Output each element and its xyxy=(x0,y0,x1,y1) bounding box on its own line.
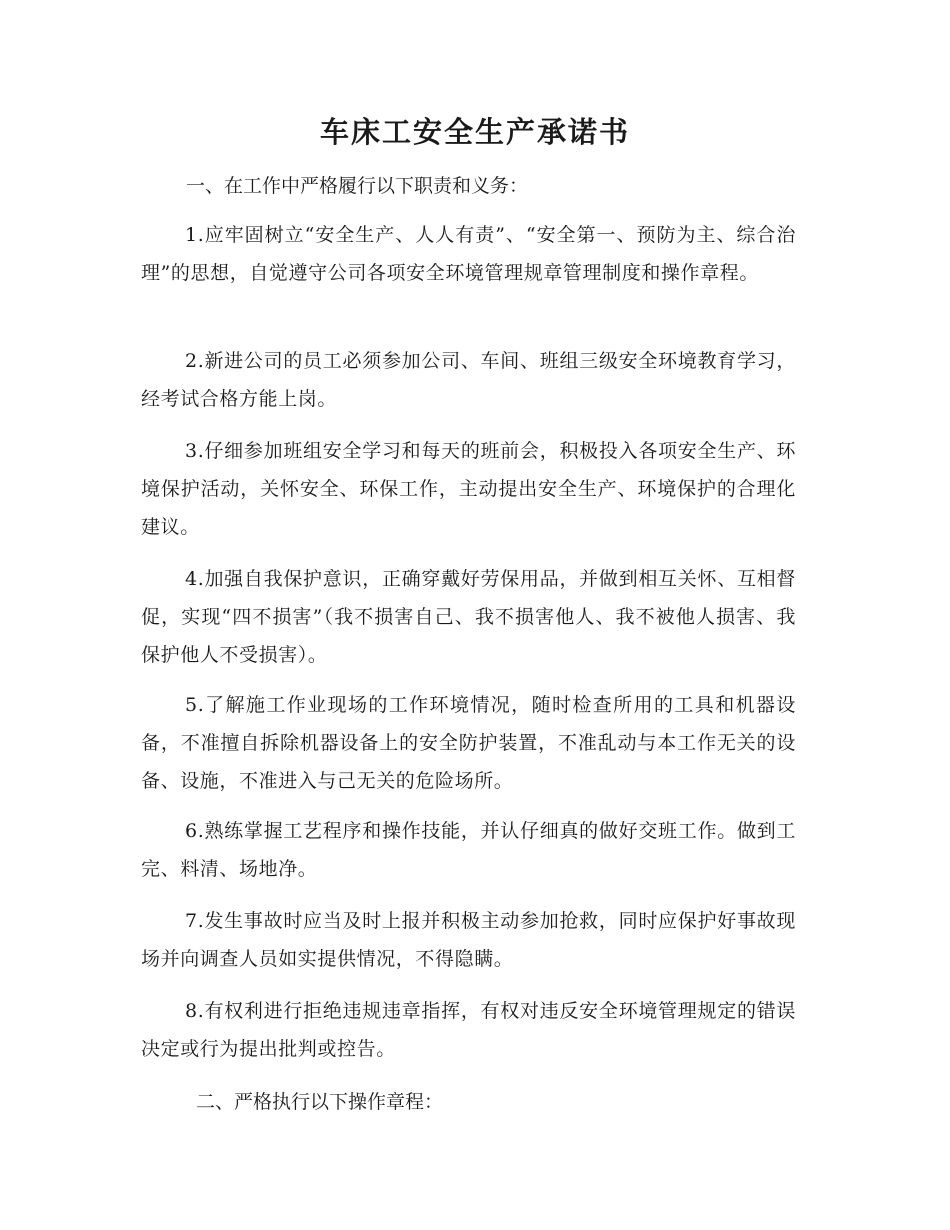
duty-item-4: 4.加强自我保护意识，正确穿戴好劳保用品，并做到相互关怀、互相督促，实现“四不损害”（我不损害自己、我不损害他人、我不被他人损害、我保护他人不受损害）。 xyxy=(141,568,796,666)
duty-item-6: 6.熟练掌握工艺程序和操作技能，并认仔细真的做好交班工作。做到工完、料清、场地净。 xyxy=(141,820,796,880)
section-heading-duties: 一、在工作中严格履行以下职责和义务： xyxy=(186,175,529,197)
duty-item-2: 2.新进公司的员工必须参加公司、车间、班组三级安全环境教育学习，经考试合格方能上岗。 xyxy=(141,350,796,410)
duty-item-1: 1.应牢固树立“安全生产、人人有责”、“安全第一、预防为主、综合治理”的思想，自觉遵守公司各项安全环境管理规章管理制度和操作章程。 xyxy=(141,224,796,284)
duty-item-5: 5.了解施工作业现场的工作环境情况，随时检查所用的工具和机器设备，不准擅自拆除机器设备上的安全防护装置，不准乱动与本工作无关的设备、设施，不准进入与己无关的危险场所。 xyxy=(141,694,796,792)
duty-item-3: 3.仔细参加班组安全学习和每天的班前会，积极投入各项安全生产、环境保护活动，关怀安全、环保工作，主动提出安全生产、环境保护的合理化建议。 xyxy=(141,440,796,538)
duty-item-8: 8.有权利进行拒绝违规违章指挥，有权对违反安全环境管理规定的错误决定或行为提出批判或控告。 xyxy=(141,1000,796,1060)
document-title: 车床工安全生产承诺书 xyxy=(319,115,630,149)
duty-item-7: 7.发生事故时应当及时上报并积极主动参加抢救，同时应保护好事故现场并向调查人员如实提供情况，不得隐瞒。 xyxy=(141,910,796,970)
section-heading-procedures: 二、严格执行以下操作章程： xyxy=(196,1091,444,1113)
